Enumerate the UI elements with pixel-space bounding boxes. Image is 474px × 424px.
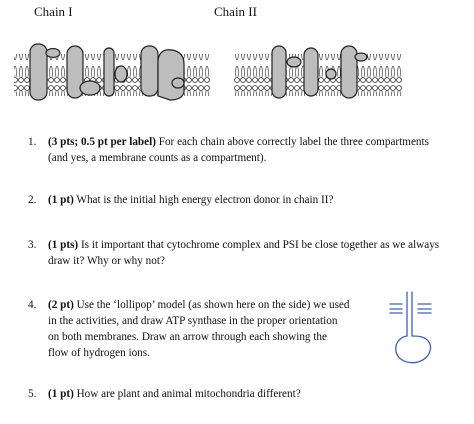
chain-2-carrier-2: [326, 69, 336, 79]
chain-2-carrier-3: [355, 53, 367, 61]
chain-1-protein-3: [104, 48, 114, 96]
question-3-points: (1 pts): [48, 239, 79, 251]
chain-1-protein-4: [141, 46, 158, 96]
question-3-text-line-2: draw it? Why or why not?: [48, 255, 165, 267]
question-3-number: 3.: [28, 239, 37, 251]
question-4-text-line-3: on both membranes. Draw an arrow through each showing the: [48, 331, 327, 343]
lollipop-model-sketch: [385, 288, 445, 370]
question-3-text-line-1: Is it important that cytochrome complex and PSI be close together as we always: [80, 239, 440, 251]
membrane-right-stub: [418, 304, 431, 313]
lollipop-head: [396, 336, 431, 363]
membrane-left-stub: [390, 304, 402, 313]
question-5-number: 5.: [28, 388, 37, 400]
chain-2-membrane: [234, 46, 402, 98]
membrane-diagrams: [0, 0, 474, 130]
chain-1-carrier-4: [172, 78, 184, 88]
question-4-points: (2 pt): [48, 299, 74, 311]
chain-1-protein-5: [158, 50, 184, 100]
question-1-number: 1.: [28, 136, 37, 148]
question-5-text-line-1: How are plant and animal mitochondria different?: [76, 388, 301, 400]
chain-1-title: Chain I: [34, 4, 73, 19]
chain-1-carrier-3: [115, 66, 127, 82]
chain-1-protein-1: [30, 44, 47, 100]
chain-1-membrane: [14, 44, 210, 100]
question-2-text-line-1: What is the initial high energy electron donor in chain II?: [76, 194, 334, 206]
chain-2-protein-3: [341, 46, 357, 98]
question-1-text-line-1: For each chain above correctly label the three compartments: [158, 136, 429, 148]
chain-2-protein-2: [304, 48, 318, 96]
question-4-text-line-2: in the activities, and draw ATP synthase in the proper orientation: [48, 315, 338, 327]
question-2-number: 2.: [28, 194, 37, 206]
question-1-points: (3 pts; 0.5 pt per label): [48, 136, 156, 148]
question-4-text-line-1: Use the ‘lollipop’ model (as shown here on the side) we used: [76, 299, 350, 311]
chain-2-carrier-1: [287, 57, 301, 67]
question-5-points: (1 pt): [48, 388, 74, 400]
lollipop-stem: [407, 292, 412, 336]
question-1-text-line-2: (and yes, a membrane counts as a compartment).: [48, 152, 267, 164]
chain-2-title: Chain II: [214, 4, 257, 19]
chain-1-carrier-2: [80, 81, 100, 95]
chain-2-protein-1: [272, 46, 286, 98]
question-4-text-line-4: flow of hydrogen ions.: [48, 347, 150, 359]
question-4-number: 4.: [28, 299, 37, 311]
chain-1-carrier-1: [46, 49, 60, 58]
question-2-points: (1 pt): [48, 194, 74, 206]
